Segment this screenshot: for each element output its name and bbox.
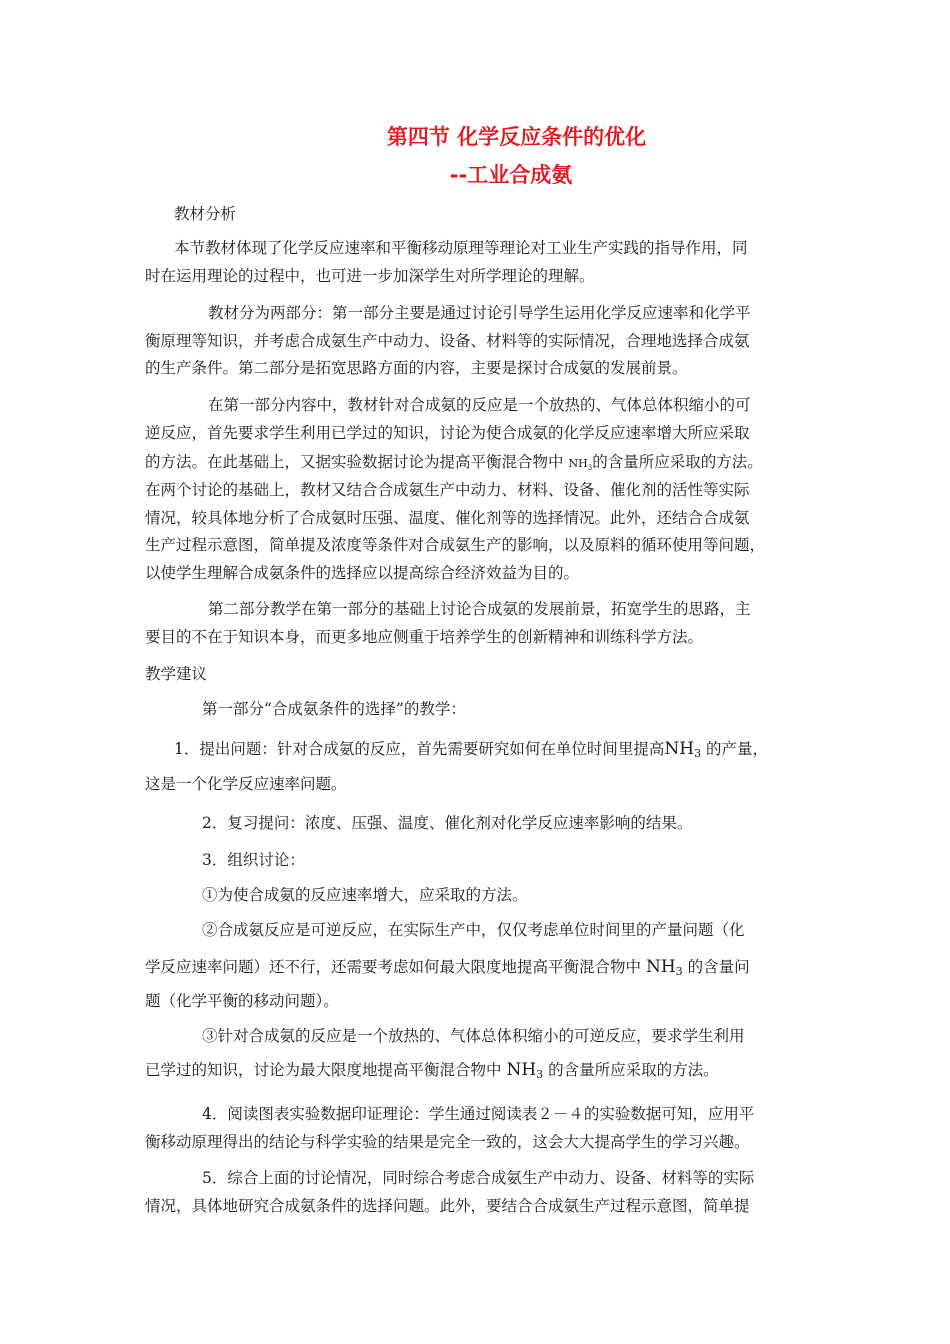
document-subtitle: --工业合成氨	[449, 163, 573, 187]
sub-item: ③针对合成氨的反应是一个放热的、气体总体积缩小的可逆反应，要求学生利用	[202, 1027, 745, 1045]
list-item: 2．复习提问：浓度、压强、温度、催化剂对化学反应速率影响的结果。	[202, 814, 693, 832]
sub-item-line: 学反应速率问题）还不行，还需要考虑如何最大限度地提高平衡混合物中 $NH_3$ 的含量问	[145, 957, 750, 978]
nh3-formula: $NH_3$	[664, 739, 702, 760]
list-item: 5．综合上面的讨论情况，同时综合考虑合成氨生产中动力、设备、材料等的实际	[202, 1169, 755, 1187]
list-item: 1．提出问题：针对合成氨的反应，首先需要研究如何在单位时间里提高$NH_3$ 的产量，	[174, 739, 769, 760]
paragraph-line: 衡原理等知识，并考虑合成氨生产中动力、设备、材料等的实际情况，合理地选择合成氨	[145, 332, 750, 350]
nh3-formula: $NH_3$	[645, 957, 683, 978]
paragraph-line: 以使学生理解合成氨条件的选择应以提高综合经济效益为目的。	[145, 564, 580, 582]
paragraph-line: 生产过程示意图，简单提及浓度等条件对合成氨生产的影响，以及原料的循环使用等问题，	[145, 536, 766, 554]
list-item-line: 情况，具体地研究合成氨条件的选择问题。此外，要结合合成氨生产过程示意图，简单提	[145, 1197, 750, 1215]
paragraph-line: 第二部分教学在第一部分的基础上讨论合成氨的发展前景，拓宽学生的思路，主	[208, 600, 751, 618]
nh3-formula: $NH_3$	[506, 1060, 544, 1081]
paragraph-line: 时在运用理论的过程中，也可进一步加深学生对所学理论的理解。	[145, 267, 595, 285]
nh3-formula: $NH_3$	[568, 457, 593, 472]
sub-item: ①为使合成氨的反应速率增大，应采取的方法。	[202, 886, 528, 904]
suggest-heading: 教学建议	[145, 665, 208, 683]
list-item-line: 这是一个化学反应速率问题。	[145, 775, 347, 793]
paragraph-text: 的含量所应采取的方法。	[592, 453, 763, 471]
sub-item-line: 题（化学平衡的移动问题）。	[145, 992, 339, 1010]
analysis-heading: 教材分析	[174, 205, 237, 223]
paragraph-line: 在第一部分内容中，教材针对合成氨的反应是一个放热的、气体总体积缩小的可	[208, 396, 751, 414]
paragraph-line: 在两个讨论的基础上，教材又结合合成氨生产中动力、材料、设备、催化剂的活性等实际	[145, 481, 750, 499]
sub-item-line: 已学过的知识，讨论为最大限度地提高平衡混合物中 $NH_3$ 的含量所应采取的方法。	[145, 1060, 719, 1081]
list-item-line: 衡移动原理得出的结论与科学实验的结果是完全一致的，这会大大提高学生的学习兴趣。	[145, 1133, 750, 1151]
part-heading: 第一部分“合成氨条件的选择”的教学：	[202, 700, 466, 718]
paragraph-line: 要目的不在于知识本身，而更多地应侧重于培养学生的创新精神和训练科学方法。	[145, 628, 704, 646]
paragraph-line: 的生产条件。第二部分是拓宽思路方面的内容，主要是探讨合成氨的发展前景。	[145, 359, 688, 377]
document-title: 第四节 化学反应条件的优化	[386, 125, 647, 149]
list-item: 3．组织讨论：	[202, 851, 305, 869]
paragraph-line	[145, 451, 763, 479]
paragraph-line: 逆反应，首先要求学生利用已学过的知识，讨论为使合成氨的化学反应速率增大所应采取	[145, 424, 750, 442]
paragraph-text: 的方法。在此基础上，又据实验数据讨论为提高平衡混合物中	[145, 453, 564, 471]
sub-item: ②合成氨反应是可逆反应，在实际生产中，仅仅考虑单位时间里的产量问题（化	[202, 921, 745, 939]
paragraph-line: 情况，较具体地分析了合成氨时压强、温度、催化剂等的选择情况。此外，还结合合成氨	[145, 509, 750, 527]
list-item: 4．阅读图表实验数据印证理论：学生通过阅读表２－４的实验数据可知，应用平	[202, 1105, 755, 1123]
paragraph-line: 教材分为两部分：第一部分主要是通过讨论引导学生运用化学反应速率和化学平	[208, 304, 751, 322]
paragraph-line: 本节教材体现了化学反应速率和平衡移动原理等理论对工业生产实践的指导作用，同	[174, 239, 748, 257]
